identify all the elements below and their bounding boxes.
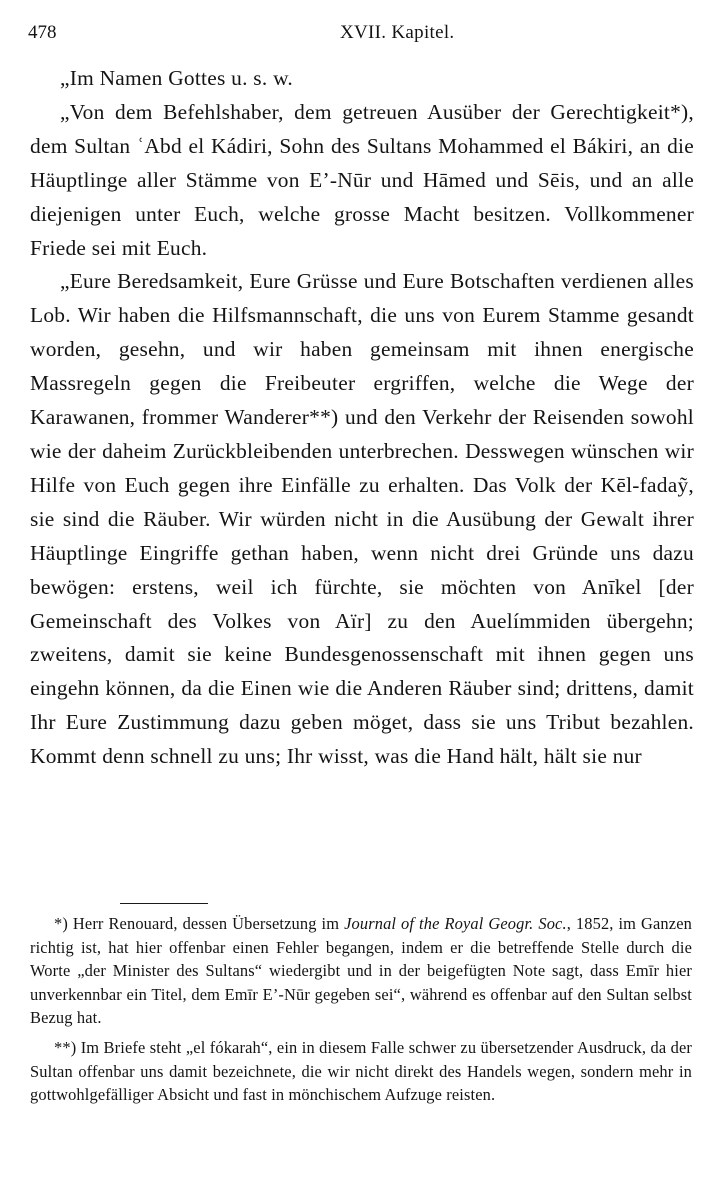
chapter-heading: XVII. Kapitel. xyxy=(340,22,455,43)
footnote-2-mark: **) xyxy=(54,1037,77,1057)
paragraph-opening: „Im Namen Gottes u. s. w. xyxy=(60,66,293,90)
paragraph-letter-body: „Eure Beredsamkeit, Eure Grüsse und Eure Botschaften verdienen alles Lob. Wir haben die Hilfsmannschaft, die uns von Eurem Stamme gesandt worden, gesehn, und wir haben gemeinsam mit ihnen energische Massregeln gegen die Freibeuter ergriffen, welche die Wege der Karawanen, frommer Wanderer**) und den Verkehr der Reisenden sowohl wie der daheim Zurückbleibenden unterbrechen. Desswegen wünschen wir Hilfe von Euch gegen ihre Einfälle zu erhalten. Das Volk der Kēl-fadaỹ, sie sind die Räuber. Wir würden nicht in die Ausübung der Gewalt ihrer Häuptlinge Eingriffe gethan haben, wenn nicht drei Gründe uns dazu bewögen: erstens, weil ich fürchte, sie möchten von Anīkel [der Gemeinschaft des Volkes von Aïr] zu den Auelímmiden übergehn; zweitens, damit sie keine Bundesgenossenschaft mit ihnen gegen uns eingehn können, da die Einen wie die Anderen Räuber sind; drittens, damit Ihr Eure Zustimmung dazu geben möget, dass sie uns Tribut bezahlen. Kommt denn schnell zu uns; Ihr wisst, was die Hand hält, hält sie nur xyxy=(30,269,694,769)
paragraph-salutation: „Von dem Befehlshaber, dem getreuen Ausüber der Gerechtigkeit*), dem Sultan ʿAbd el Kádiri, Sohn des Sultans Mohammed el Bákiri, an die Häuptlinge aller Stämme von E’-Nūr und Hāmed und Sēis, und an alle diejenigen unter Euch, welche grosse Macht besitzen. Vollkommener Friede sei mit Euch. xyxy=(30,99,694,260)
footnote-rule xyxy=(120,903,208,904)
footnote-2-text: Im Briefe steht „el fókarah“, ein in diesem Falle schwer zu übersetzender Ausdruck, da der Sultan offenbar uns damit bezeichnete, die wir nicht direkt des Handels wegen, sondern mehr in gottwohlgefälliger Absicht und fast in mönchischem Aufzuge reisten. xyxy=(30,1037,693,1105)
footnote-1-mark: *) xyxy=(54,914,68,933)
footnote-1 xyxy=(30,912,692,1030)
footnote-1-journal-title: Journal of the Royal Geogr. Soc. xyxy=(344,914,567,933)
main-text xyxy=(30,62,694,774)
footnotes xyxy=(30,912,692,1107)
footnote-1-text-start: Herr Renouard, dessen Übersetzung im xyxy=(72,914,340,933)
footnote-1-text-end: , 1852, im Ganzen richtig ist, hat hier offenbar einen Fehler begangen, indem er die betreffende Stelle durch die Worte „der Minister des Sultans“ wiedergibt und in der beigefügten Note sagt, dass Emīr hier unverkennbar ein Titel, dem Emīr E’-Nūr gegeben sei“, während es offenbar auf den Sultan selbst Bezug hat. xyxy=(30,914,692,1028)
page-number: 478 xyxy=(28,22,57,43)
running-header xyxy=(28,22,688,52)
footnote-2 xyxy=(30,1036,692,1107)
